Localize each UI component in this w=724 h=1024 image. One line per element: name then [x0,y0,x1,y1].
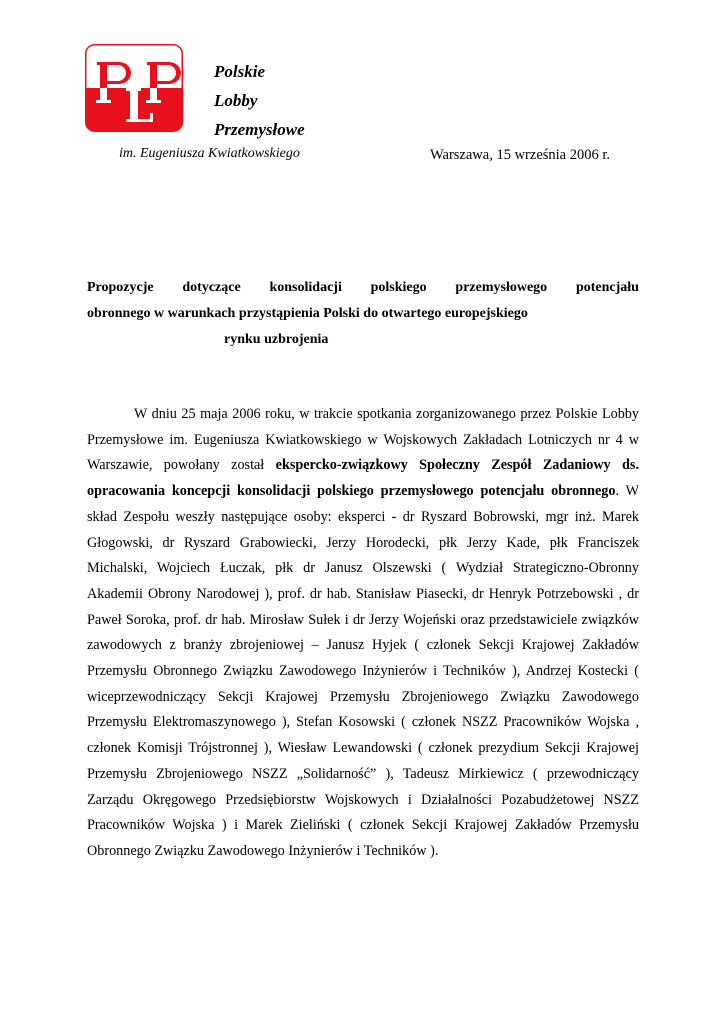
body-paragraph [87,402,639,865]
title-line-3: rynku uzbrojenia [224,332,329,347]
org-name-line-1: Polskie [214,62,265,81]
title-word: konsolidacji [269,280,342,295]
paragraph-1 [87,402,639,865]
title-word: potencjału [575,280,639,295]
paragraph-bold-text: ekspercko-związkowy Społeczny Zespół Zadaniowy ds. opracowania koncepcji konsolidacji polskiego przemysłowego potencjału obronnego [87,457,639,500]
org-name-line-2: Lobby [214,91,258,110]
title-word: dotyczące [182,280,241,295]
paragraph-text-start: W dniu 25 maja 2006 roku, w trakcie spotkania zorganizowanego przez Polskie Lobby Przemysłowe im. Eugeniusza Kwiatkowskiego w Wojskowych Zakładach Lotniczych nr 4 w Warszawie, powołany został [87,406,639,474]
title-word: przemysłowego [455,280,548,295]
title-line-2: obronnego w warunkach przystąpienia Polski do otwartego europejskiego [87,306,528,321]
title-word: Propozycje [87,280,154,295]
organization-name [214,57,305,144]
place-and-date: Warszawa, 15 września 2006 r. [430,147,611,163]
plp-logo [85,44,183,132]
title-word: polskiego [370,280,427,295]
paragraph-text-end: . W skład Zespołu weszły następujące osoby: eksperci - dr Ryszard Bobrowski, mgr inż. Marek Głogowski, dr Ryszard Grabowiecki, Jerzy Horodecki, płk Jerzy Kade, płk Franciszek Michalski, Wojciech Łuczak, płk dr Janusz Olszewski ( Wydział Strategiczno-Obronny Akademii Obrony Narodowej ), prof. dr hab. Stanisław Piasecki, dr Henryk Potrzebowski , dr Paweł Soroka, prof. dr hab. Mirosław Sułek i dr Jerzy Wojeński oraz przedstawiciele związków zawodowych z branży zbrojeniowej – Janusz Hyjek ( członek Sekcji Krajowej Zakładów Przemysłu Obronnego Związku Zawodowego Inżynierów i Techników ), Andrzej Kostecki ( wiceprzewodniczący Sekcji Krajowej Przemysłu Zbrojeniowego Związku Zawodowego Przemysłu Elektromaszynowego ), Stefan Kosowski ( członek NSZZ Pracowników Wojska , członek Komisji Trójstronnej ), Wiesław Lewandowski ( członek prezydium Sekcji Krajowej Przemysłu Zbrojeniowego NSZZ „Solidarność” ), Tadeusz Mirkiewicz ( przewodniczący Zarządu Okręgowego Przedsiębiorstw Wojskowych i Działalności Pozabudżetowej NSZZ Pracowników Wojska ) i Marek Zieliński ( członek Sekcji Krajowej Zakładów Przemysłu Obronnego Związku Zawodowego Inżynierów i Techników ). [87,483,639,859]
organization-patron: im. Eugeniusza Kwiatkowskiego [119,146,300,161]
org-name-line-3: Przemysłowe [214,120,305,139]
document-title [87,275,639,353]
plp-logo-graphic [85,44,183,132]
title-line-1 [87,275,639,301]
